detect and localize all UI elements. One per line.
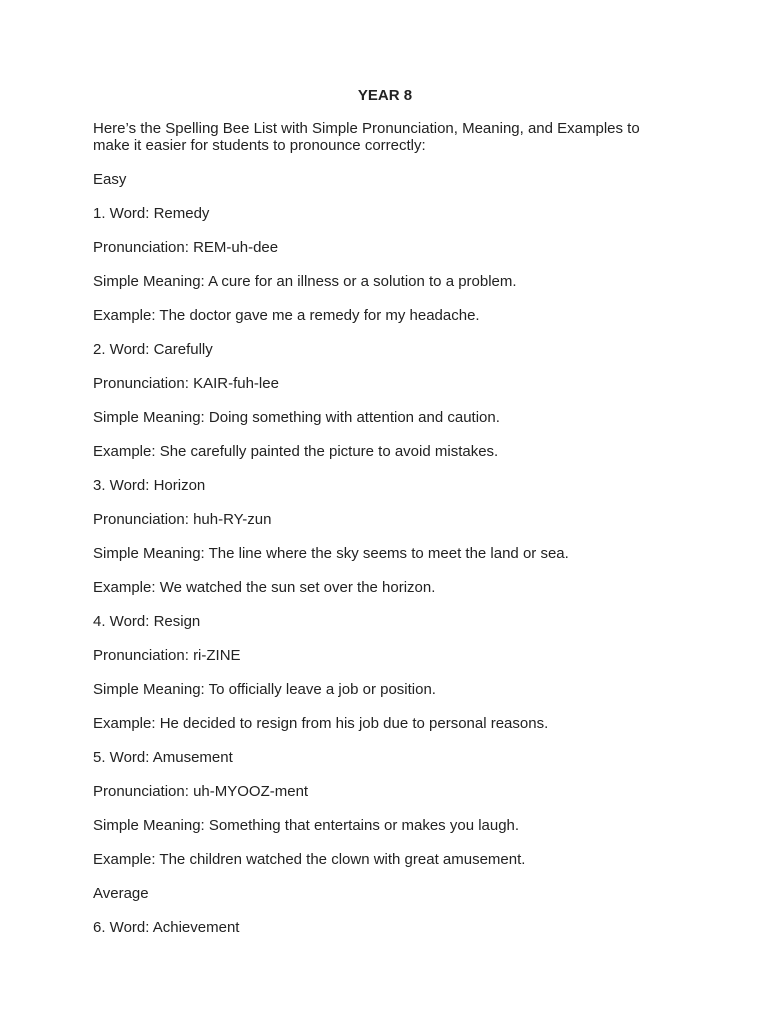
word-2-pronunciation: Pronunciation: KAIR-fuh-lee — [93, 375, 279, 392]
word-1-example: Example: The doctor gave me a remedy for my headache. — [93, 307, 480, 324]
word-4-meaning: Simple Meaning: To officially leave a job or position. — [93, 681, 436, 698]
word-2-example: Example: She carefully painted the picture to avoid mistakes. — [93, 443, 499, 460]
section-heading-average: Average — [93, 885, 149, 902]
word-5-title: 5. Word: Amusement — [93, 749, 233, 766]
word-2-title: 2. Word: Carefully — [93, 341, 213, 358]
word-5-example: Example: The children watched the clown with great amusement. — [93, 851, 526, 868]
word-3-meaning: Simple Meaning: The line where the sky seems to meet the land or sea. — [93, 545, 569, 562]
word-5-meaning: Simple Meaning: Something that entertains or makes you laugh. — [93, 817, 520, 834]
word-3-pronunciation: Pronunciation: huh-RY-zun — [93, 511, 272, 528]
word-2-meaning: Simple Meaning: Doing something with attention and caution. — [93, 409, 500, 426]
word-3-example: Example: We watched the sun set over the horizon. — [93, 579, 436, 596]
document-page — [93, 86, 673, 953]
word-5-pronunciation: Pronunciation: uh-MYOOZ-ment — [93, 783, 309, 800]
word-6-title: 6. Word: Achievement — [93, 919, 240, 936]
word-1-title: 1. Word: Remedy — [93, 205, 210, 222]
word-4-title: 4. Word: Resign — [93, 613, 201, 630]
document-title: YEAR 8 — [357, 87, 413, 104]
word-1-meaning: Simple Meaning: A cure for an illness or a solution to a problem. — [93, 273, 517, 290]
word-4-pronunciation: Pronunciation: ri-ZINE — [93, 647, 241, 664]
word-4-example: Example: He decided to resign from his job due to personal reasons. — [93, 715, 549, 732]
word-3-title: 3. Word: Horizon — [93, 477, 206, 494]
section-heading-easy: Easy — [93, 171, 127, 188]
word-1-pronunciation: Pronunciation: REM-uh-dee — [93, 239, 279, 256]
intro-paragraph: Here’s the Spelling Bee List with Simple Pronunciation, Meaning, and Examples to make it easier for students to pronounce correctly: — [93, 120, 640, 154]
